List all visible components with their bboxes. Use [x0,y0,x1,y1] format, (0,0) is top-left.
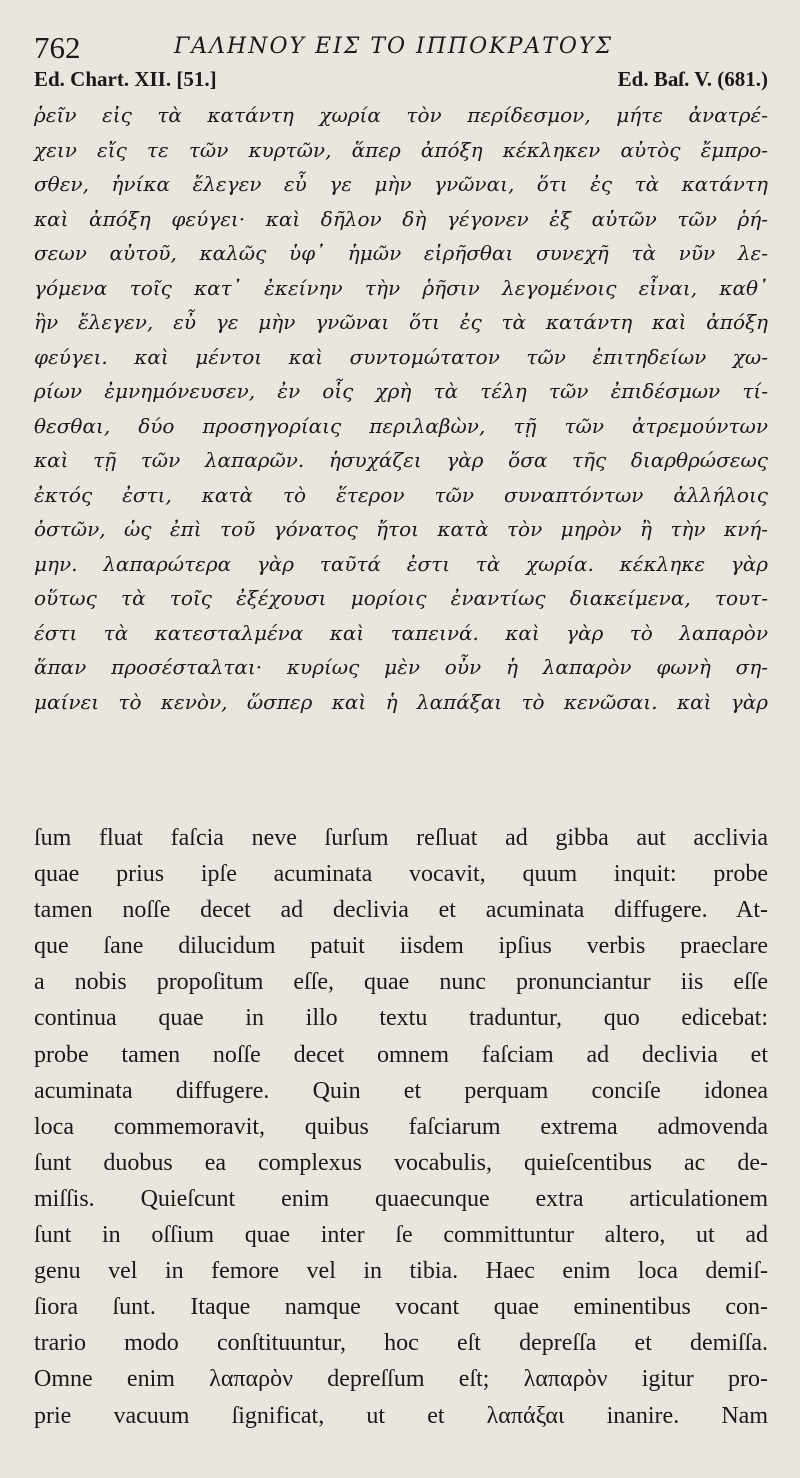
latin-line: tamen noſſe decet ad declivia et acuminata diffugere. At- [34,897,768,924]
latin-line: loca commemoravit, quibus faſciarum extrema admovenda [34,1113,768,1140]
edition-basel-reference: Ed. Baſ. V. (681.) [617,67,768,91]
latin-line: prie vacuum ſignificat, ut et λαπάξαι inanire. Nam [34,1402,768,1429]
greek-line: καὶ ἀπόξη φεύγει· καὶ δῆλον δὴ γέγονεν ἐξ αὐτῶν τῶν ῥή- [34,206,768,231]
latin-line: ſunt duobus ea complexus vocabulis, quieſcentibus ac de- [34,1149,768,1176]
edition-chartier-reference: Ed. Chart. XII. [51.] [34,67,217,91]
greek-line: θεσθαι, δύο προσηγορίαις περιλαβὼν, τῇ τῶν ἀτρεμούντων [34,413,768,438]
greek-line: καὶ τῇ τῶν λαπαρῶν. ἡσυχάζει γὰρ ὅσα τῆς διαρθρώσεως [34,448,768,472]
greek-line: ἐκτός ἐστι, κατὰ τὸ ἕτερον τῶν συναπτόντων ἀλλήλοις [34,482,768,507]
greek-line: ὀστῶν, ὡς ἐπὶ τοῦ γόνατος ἤτοι κατὰ τὸν μηρὸν ἢ τὴν κνή- [34,517,768,541]
greek-line: χειν εἴς τε τῶν κυρτῶν, ἅπερ ἀπόξη κέκληκεν αὐτὸς ἔμπρο- [34,137,768,162]
edition-references [34,67,768,95]
greek-line: ἅπαν προσέσταλται· κυρίως μὲν οὖν ἡ λαπαρὸν φωνὴ ση- [34,655,768,679]
latin-line: miſſis. Quieſcunt enim quaecunque extra articulationem [34,1185,768,1212]
latin-line: Omne enim λαπαρὸν depreſſum eſt; λαπαρὸν igitur pro- [34,1366,768,1393]
running-title: ΓΑΛΗΝΟΥ ΕΙΣ ΤΟ ΙΠΠΟΚΡΑΤΟΥΣ [174,34,614,59]
latin-line: ſum fluat faſcia neve ſurſum reſluat ad gibba aut acclivia [34,825,768,851]
latin-line: genu vel in femore vel in tibia. Haec enim loca demiſ- [34,1258,768,1285]
greek-line: μαίνει τὸ κενὸν, ὥσπερ καὶ ἡ λαπάξαι τὸ κενῶσαι. καὶ γὰρ [34,689,768,714]
latin-line: ſiora ſunt. Itaque namque vocant quae eminentibus con- [34,1294,768,1321]
greek-line: ῥεῖν εἰς τὰ κατάντη χωρία τὸν περίδεσμον, μήτε ἀνατρέ- [34,103,768,127]
greek-line: μην. λαπαρώτερα γὰρ ταῦτά ἐστι τὰ χωρία. κέκληκε γὰρ [34,551,768,576]
greek-line: ἣν ἔλεγεν, εὖ γε μὴν γνῶναι ὅτι ἐς τὰ κατάντη καὶ ἀπόξη [34,310,768,334]
latin-line: continua quae in illo textu traduntur, quo edicebat: [34,1005,768,1032]
greek-line: οὕτως τὰ τοῖς ἐξέχουσι μορίοις ἐναντίως διακείμενα, τουτ- [34,586,768,610]
greek-text-block [34,98,768,719]
greek-line: έστι τὰ κατεσταλμένα καὶ ταπεινά. καὶ γὰρ τὸ λαπαρὸν [34,620,768,645]
latin-line: probe tamen noſſe decet omnem faſciam ad declivia et [34,1041,768,1068]
latin-line: a nobis propoſitum eſſe, quae nunc pronunciantur iis eſſe [34,969,768,996]
greek-line: ρίων ἐμνημόνευσεν, ἐν οἷς χρὴ τὰ τέλη τῶν ἐπιδέσμων τί- [34,379,768,403]
latin-line: acuminata diffugere. Quin et perquam conciſe idonea [34,1077,768,1104]
latin-line: que ſane dilucidum patuit iisdem ipſius verbis praeclare [34,933,768,960]
page-number: 762 [34,30,81,65]
greek-line: γόμενα τοῖς κατ᾽ ἐκείνην τὴν ῥῆσιν λεγομένοις εἶναι, καθ᾽ [34,275,768,300]
page-header [34,28,764,65]
latin-line: ſunt in oſſium quae inter ſe committuntur altero, ut ad [34,1222,768,1249]
greek-line: φεύγει. καὶ μέντοι καὶ συντομώτατον τῶν ἐπιτηδείων χω- [34,344,768,369]
latin-line: quae prius ipſe acuminata vocavit, quum inquit: probe [34,861,768,888]
greek-line: σθεν, ἡνίκα ἔλεγεν εὖ γε μὴν γνῶναι, ὅτι ἐς τὰ κατάντη [34,172,768,196]
latin-line: trario modo conſtituuntur, hoc eſt depreſſa et demiſſa. [34,1330,768,1357]
greek-line: σεων αὐτοῦ, καλῶς ὑφ᾽ ἡμῶν εἰρῆσθαι συνεχῆ τὰ νῦν λε- [34,241,768,265]
latin-text-block [34,820,768,1434]
